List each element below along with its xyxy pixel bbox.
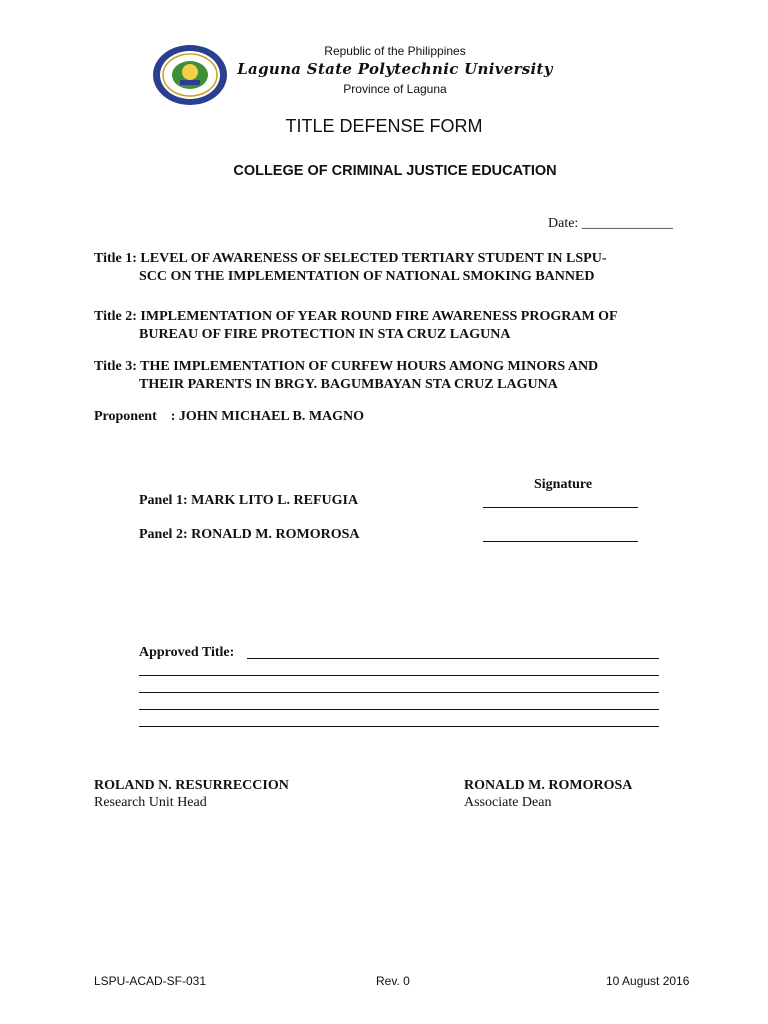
title-1-line1: LEVEL OF AWARENESS OF SELECTED TERTIARY STUDENT IN LSPU- [140, 251, 607, 266]
footer-form-code: LSPU-ACAD-SF-031 [94, 974, 207, 988]
date-field[interactable]: Date: _____________ [548, 216, 673, 231]
title-2-line1: IMPLEMENTATION OF YEAR ROUND FIRE AWARENESS PROGRAM OF [140, 309, 618, 324]
approved-title-line-5[interactable] [139, 726, 659, 727]
title-1 [94, 250, 694, 286]
panel-1-signature-line[interactable] [483, 507, 638, 508]
signer-1-role: Research Unit Head [94, 795, 207, 810]
title-3-line2: THEIR PARENTS IN BRGY. BAGUMBAYAN STA CRUZ LAGUNA [139, 377, 558, 392]
signer-2-name: RONALD M. ROMOROSA [464, 778, 633, 793]
signer-1-name: ROLAND N. RESURRECCION [94, 778, 289, 793]
province-text: Province of Laguna [343, 82, 447, 96]
university-name: Laguna State Polytechnic University [237, 60, 553, 78]
panel-2: Panel 2: RONALD M. ROMOROSA [139, 527, 360, 542]
title-2-label: Title 2: [94, 309, 137, 324]
approved-title-line-2[interactable] [139, 675, 659, 676]
panel-2-signature-line[interactable] [483, 541, 638, 542]
signature-heading: Signature [534, 477, 593, 492]
republic-text: Republic of the Philippines [324, 44, 466, 58]
footer-revision: Rev. 0 [376, 974, 410, 988]
title-2-line2: BUREAU OF FIRE PROTECTION IN STA CRUZ LAGUNA [139, 327, 511, 342]
title-1-label: Title 1: [94, 251, 137, 266]
title-2 [94, 308, 694, 344]
university-seal-logo [152, 44, 228, 106]
approved-title-label: Approved Title: [139, 645, 235, 660]
approved-title-line-1[interactable] [247, 658, 659, 659]
signer-2-role: Associate Dean [464, 795, 552, 810]
footer-date: 10 August 2016 [606, 974, 690, 988]
panel-1: Panel 1: MARK LITO L. REFUGIA [139, 493, 359, 508]
title-3 [94, 358, 694, 394]
title-3-line1: THE IMPLEMENTATION OF CURFEW HOURS AMONG MINORS AND [140, 359, 599, 374]
approved-title-line-4[interactable] [139, 709, 659, 710]
form-title: TITLE DEFENSE FORM [285, 116, 483, 136]
approved-title-line-3[interactable] [139, 692, 659, 693]
college-name: COLLEGE OF CRIMINAL JUSTICE EDUCATION [233, 163, 557, 179]
proponent: Proponent : JOHN MICHAEL B. MAGNO [94, 409, 365, 424]
title-3-label: Title 3: [94, 359, 137, 374]
title-1-line2: SCC ON THE IMPLEMENTATION OF NATIONAL SMOKING BANNED [139, 269, 595, 284]
